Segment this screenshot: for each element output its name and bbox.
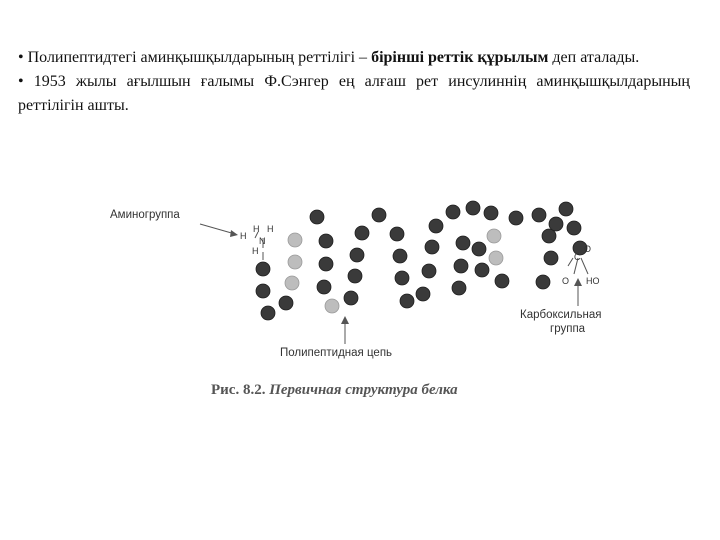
atom-label: O [584, 244, 592, 254]
atom-label: H [240, 231, 247, 241]
paragraph1-text-after: деп аталады. [548, 49, 640, 66]
amino-acid-bead-dark [372, 208, 386, 222]
atom-label: O [562, 276, 570, 286]
amino-acid-bead-dark [542, 229, 556, 243]
amino-acid-bead-dark [416, 287, 430, 301]
protein-structure-figure [100, 196, 660, 412]
paragraph1-bold-term: бірінші реттік құрылым [371, 49, 549, 66]
polypeptide-chain-label: Полипептидная цепь [280, 347, 393, 359]
amino-acid-bead-dark [261, 306, 275, 320]
amino-acid-bead-dark [393, 249, 407, 263]
atom-label: HO [586, 276, 600, 286]
amino-acid-bead-dark [344, 291, 358, 305]
amino-acid-bead-dark [390, 227, 404, 241]
atom-label: N [259, 236, 266, 246]
amino-acid-bead-dark [559, 202, 573, 216]
amino-acid-bead-dark [454, 259, 468, 273]
amino-arrow-line [200, 224, 235, 234]
amino-acid-bead-light [489, 251, 503, 265]
amino-acid-bead-light [288, 233, 302, 247]
amino-acid-bead-dark [536, 275, 550, 289]
amino-acid-bead-light [487, 229, 501, 243]
amino-acid-bead-dark [446, 205, 460, 219]
amino-acid-bead-dark [495, 274, 509, 288]
bond-line [581, 258, 588, 274]
amino-acid-bead-dark [532, 208, 546, 222]
amino-acid-bead-light [288, 255, 302, 269]
amino-arrow-head [230, 230, 238, 237]
amino-acid-bead-dark [466, 201, 480, 215]
carboxyl-arrow-head [574, 278, 582, 286]
paragraph-primary-structure [18, 46, 690, 70]
amino-acid-bead-dark [395, 271, 409, 285]
slide-text [18, 46, 690, 118]
polypeptide-chain-diagram [100, 196, 660, 412]
amino-acid-bead-light [325, 299, 339, 313]
amino-acid-bead-dark [348, 269, 362, 283]
carboxyl-group-label-line2: группа [550, 323, 586, 335]
amino-acid-bead-dark [544, 251, 558, 265]
amino-acid-bead-dark [256, 262, 270, 276]
amino-acid-bead-dark [317, 280, 331, 294]
amino-acid-bead-dark [400, 294, 414, 308]
amino-acid-bead-dark [452, 281, 466, 295]
amino-acid-bead-dark [422, 264, 436, 278]
amino-acid-bead-dark [425, 240, 439, 254]
amino-acid-bead-dark [509, 211, 523, 225]
amino-acid-bead-dark [355, 226, 369, 240]
bond-line [568, 258, 573, 266]
amino-acid-bead-dark [567, 221, 581, 235]
chain-arrow-head [341, 316, 349, 324]
amino-acid-bead-dark [472, 242, 486, 256]
amino-acid-bead-dark [310, 210, 324, 224]
caption-text: Первичная структура белка [269, 382, 458, 398]
atom-label: H [252, 246, 259, 256]
amino-acid-bead-dark [549, 217, 563, 231]
atom-label: C [574, 252, 581, 262]
figure-caption [211, 382, 458, 399]
paragraph-sanger: • 1953 жылы ағылшын ғалымы Ф.Сэнгер ең алғаш рет инсулиннің аминқышқылдарының реттілігін ашты. [18, 73, 690, 114]
amino-acid-bead-dark [484, 206, 498, 220]
amino-acid-bead-dark [429, 219, 443, 233]
amino-acid-bead-dark [350, 248, 364, 262]
amino-acid-bead-dark [319, 234, 333, 248]
paragraph1-text-before: • Полипептидтегі аминқышқылдарының реттілігі – [18, 49, 372, 66]
amino-acid-bead-dark [279, 296, 293, 310]
amino-acid-bead-dark [256, 284, 270, 298]
amino-acid-bead-dark [475, 263, 489, 277]
caption-number: Рис. 8.2. [211, 382, 266, 398]
bead-group [256, 201, 587, 320]
amino-group-label: Аминогруппа [110, 209, 180, 221]
atom-label: H [267, 224, 274, 234]
amino-acid-bead-light [285, 276, 299, 290]
amino-acid-bead-dark [456, 236, 470, 250]
atom-label: H [253, 224, 260, 234]
amino-acid-bead-dark [319, 257, 333, 271]
carboxyl-group-label-line1: Карбоксильная [520, 309, 602, 321]
